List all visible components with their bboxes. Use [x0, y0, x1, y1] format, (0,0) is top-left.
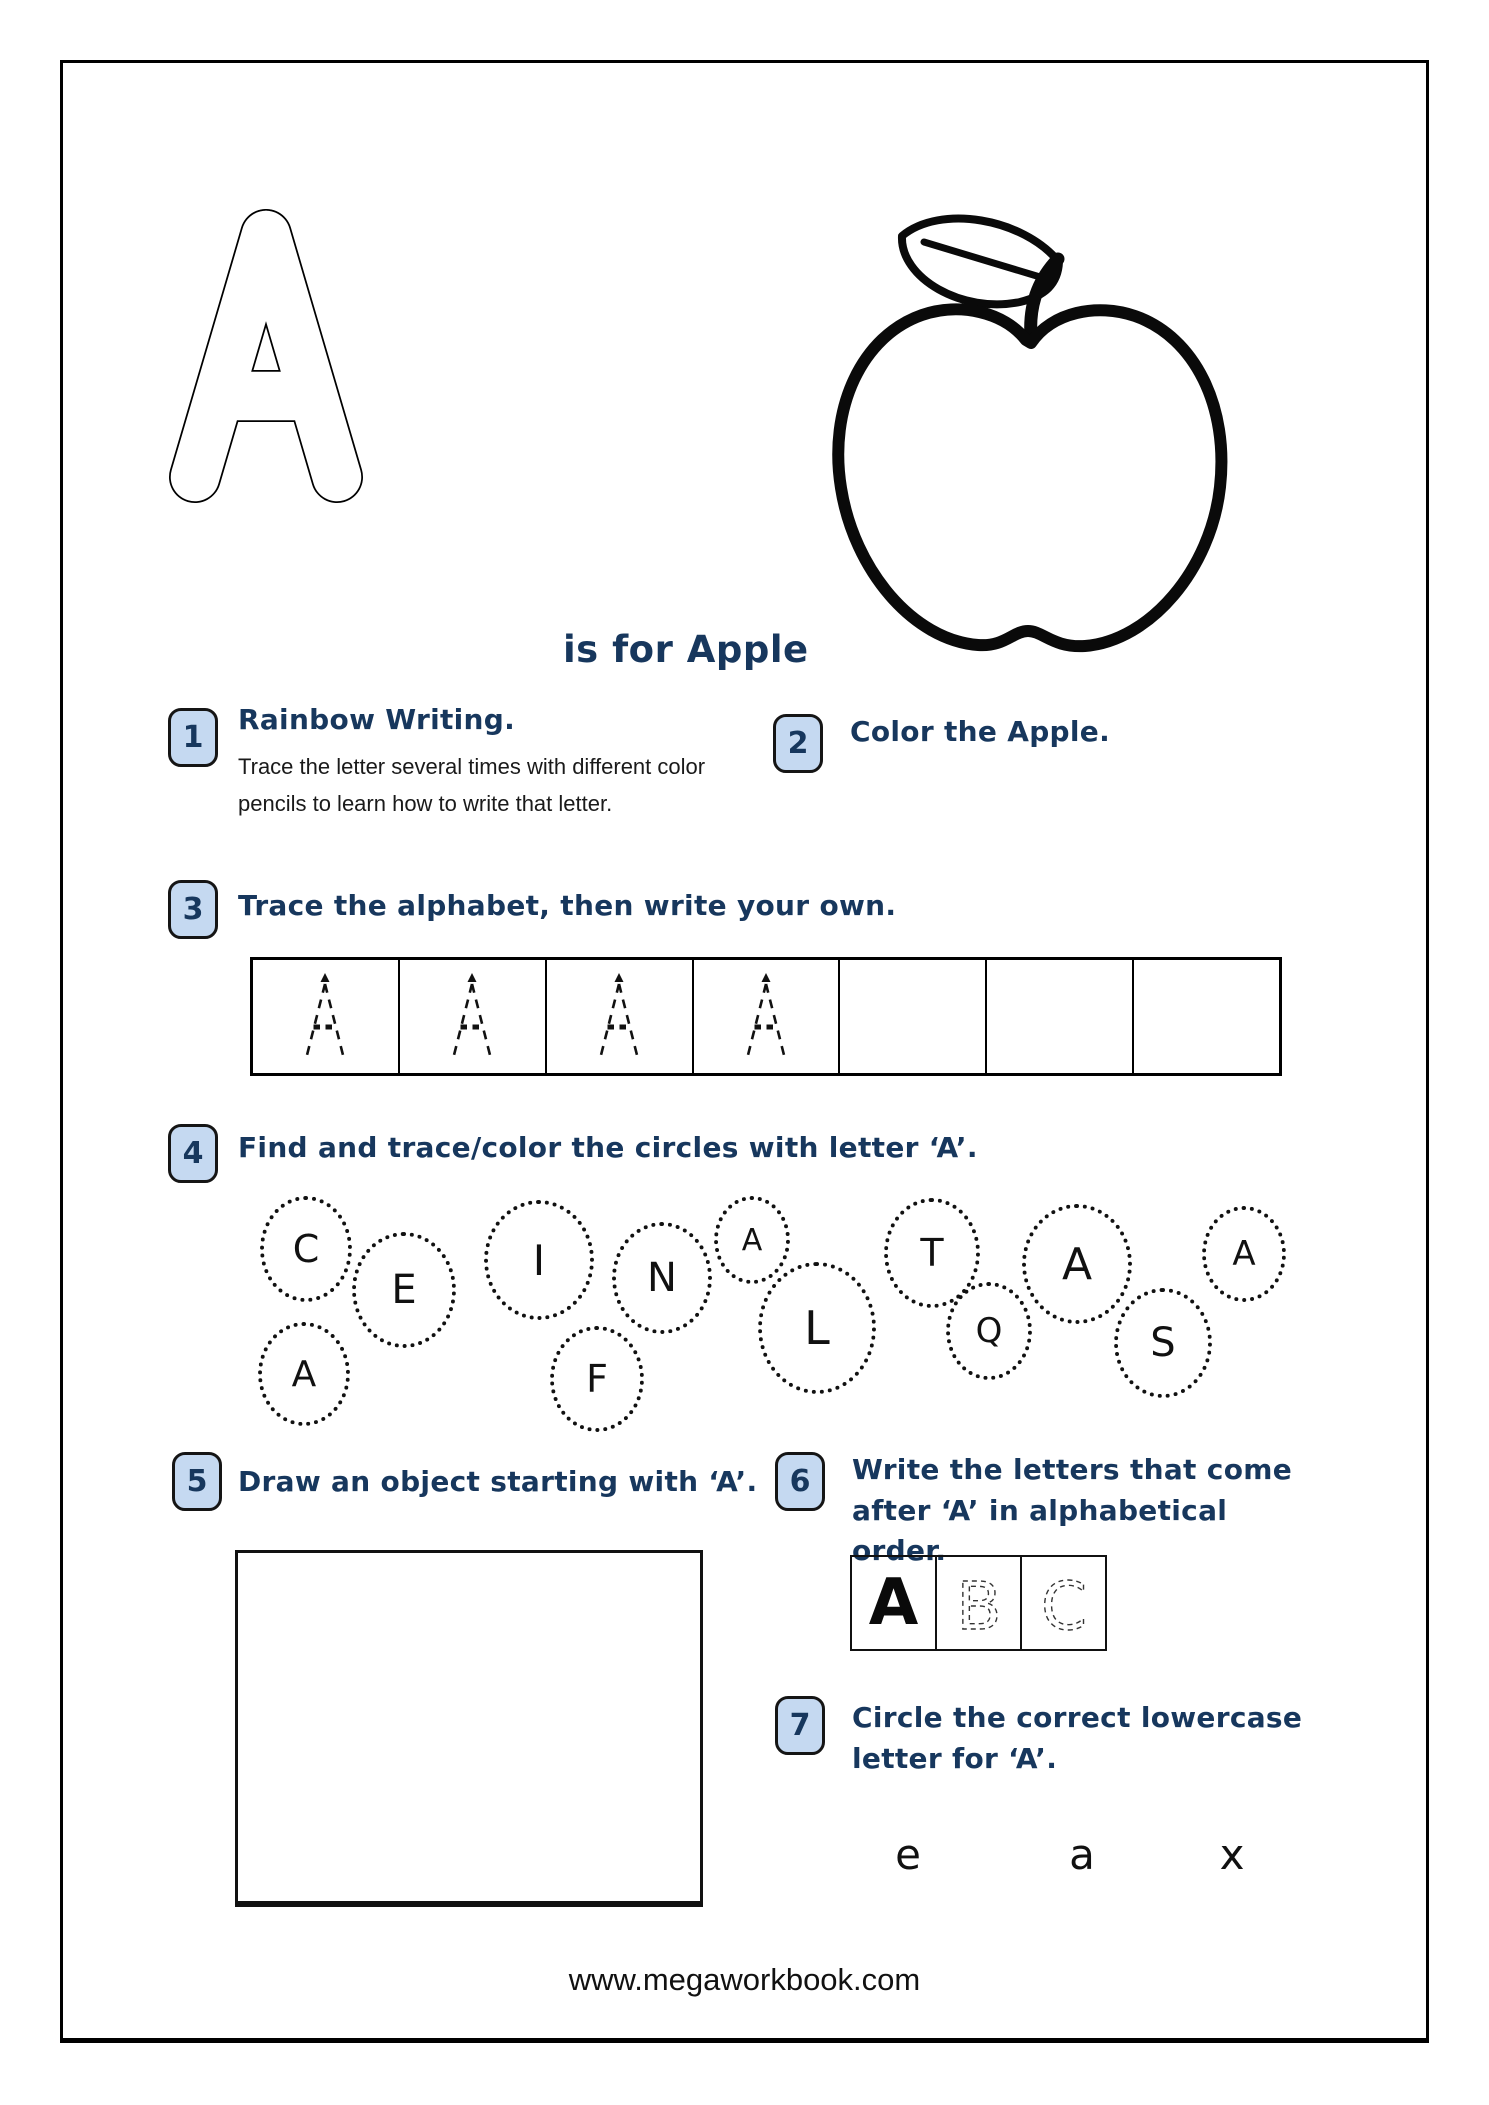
circle-letter: F [586, 1357, 608, 1401]
activity-4-title: Find and trace/color the circles with letter ‘A’. [238, 1131, 978, 1164]
activity-2-title: Color the Apple. [850, 715, 1111, 748]
activity-6-title: Write the letters that come after ‘A’ in alphabetical order. [852, 1453, 1292, 1568]
activity-4-number-badge [168, 1124, 218, 1183]
alphabet-order-boxes [850, 1555, 1107, 1651]
big-letter-a-outline-graphic [160, 200, 372, 512]
trace-cell-empty [840, 960, 987, 1073]
dashed-letter-a-graphic [296, 971, 354, 1063]
answer-box [850, 1555, 937, 1651]
circle-letter: A [1061, 1238, 1093, 1290]
solid-letter: A [868, 1566, 919, 1640]
lowercase-option: x [1219, 1830, 1245, 1879]
circle-letter: T [920, 1231, 944, 1275]
circle-letter: E [391, 1267, 417, 1313]
circle-letter: A [741, 1222, 763, 1258]
activity-1-title: Rainbow Writing. [238, 703, 516, 736]
answer-box [1020, 1555, 1107, 1651]
letter-circle [550, 1326, 644, 1432]
website-footer: www.megaworkbook.com [568, 1962, 921, 1997]
letter-circle [260, 1196, 352, 1302]
activity-7-number-badge [775, 1696, 825, 1755]
trace-cell [547, 960, 694, 1073]
circle-letter: A [1232, 1234, 1256, 1274]
activity-number: 4 [182, 1136, 204, 1171]
dashed-letter-c-graphic [1024, 1557, 1104, 1649]
trace-cell [253, 960, 400, 1073]
activity-5-title: Draw an object starting with ‘A’. [238, 1465, 758, 1498]
activity-5-number-badge [172, 1452, 222, 1511]
activity-number: 2 [787, 726, 809, 761]
dashed-letter: B [955, 1568, 1002, 1645]
letter-circle [258, 1322, 350, 1426]
letter-circle [946, 1282, 1032, 1380]
letter-circle [484, 1200, 594, 1320]
dashed-letter: C [1040, 1568, 1087, 1645]
apple-outline-drawing [812, 196, 1242, 668]
activity-number: 1 [182, 720, 204, 755]
activity-1-description: Trace the letter several times with different color pencils to learn how to write that letter. [238, 754, 706, 817]
activity-3-title: Trace the alphabet, then write your own. [238, 889, 897, 922]
dashed-letter-a-graphic [590, 971, 648, 1063]
letter-circle [1022, 1204, 1132, 1324]
activity-number: 7 [789, 1708, 811, 1743]
letter-circle [612, 1222, 712, 1334]
circle-letter: N [647, 1255, 677, 1301]
letter-caption: is for Apple [563, 628, 809, 671]
lowercase-option: a [1069, 1830, 1095, 1879]
circle-letter: I [532, 1235, 546, 1285]
activity-7-title: Circle the correct lowercase letter for ‘A’. [852, 1701, 1303, 1775]
activity-number: 6 [789, 1464, 811, 1499]
trace-cell [400, 960, 547, 1073]
drawing-box [235, 1550, 703, 1907]
letter-circle [714, 1196, 790, 1284]
answer-box [935, 1555, 1022, 1651]
dashed-letter-a-graphic [443, 971, 501, 1063]
dashed-letter-a-graphic [737, 971, 795, 1063]
activity-number: 3 [182, 892, 204, 927]
trace-cell-empty [1134, 960, 1279, 1073]
circle-letter: A [291, 1353, 317, 1395]
letter-circle [1202, 1206, 1286, 1302]
trace-cell [694, 960, 841, 1073]
activity-3-number-badge [168, 880, 218, 939]
lowercase-option: e [895, 1830, 921, 1879]
trace-cell-empty [987, 960, 1134, 1073]
circle-letter: L [804, 1301, 830, 1355]
dashed-letter-b-graphic [939, 1557, 1019, 1649]
activity-6-number-badge [775, 1452, 825, 1511]
letter-circle [758, 1262, 876, 1394]
activity-number: 5 [186, 1464, 208, 1499]
activity-2-number-badge [773, 714, 823, 773]
circle-letter: S [1150, 1320, 1176, 1366]
circle-letter: Q [975, 1311, 1003, 1351]
trace-letter-row [250, 957, 1282, 1076]
activity-1-number-badge [168, 708, 218, 767]
circle-letter: C [292, 1227, 320, 1271]
letter-circle [1114, 1288, 1212, 1398]
letter-circle [352, 1232, 456, 1348]
